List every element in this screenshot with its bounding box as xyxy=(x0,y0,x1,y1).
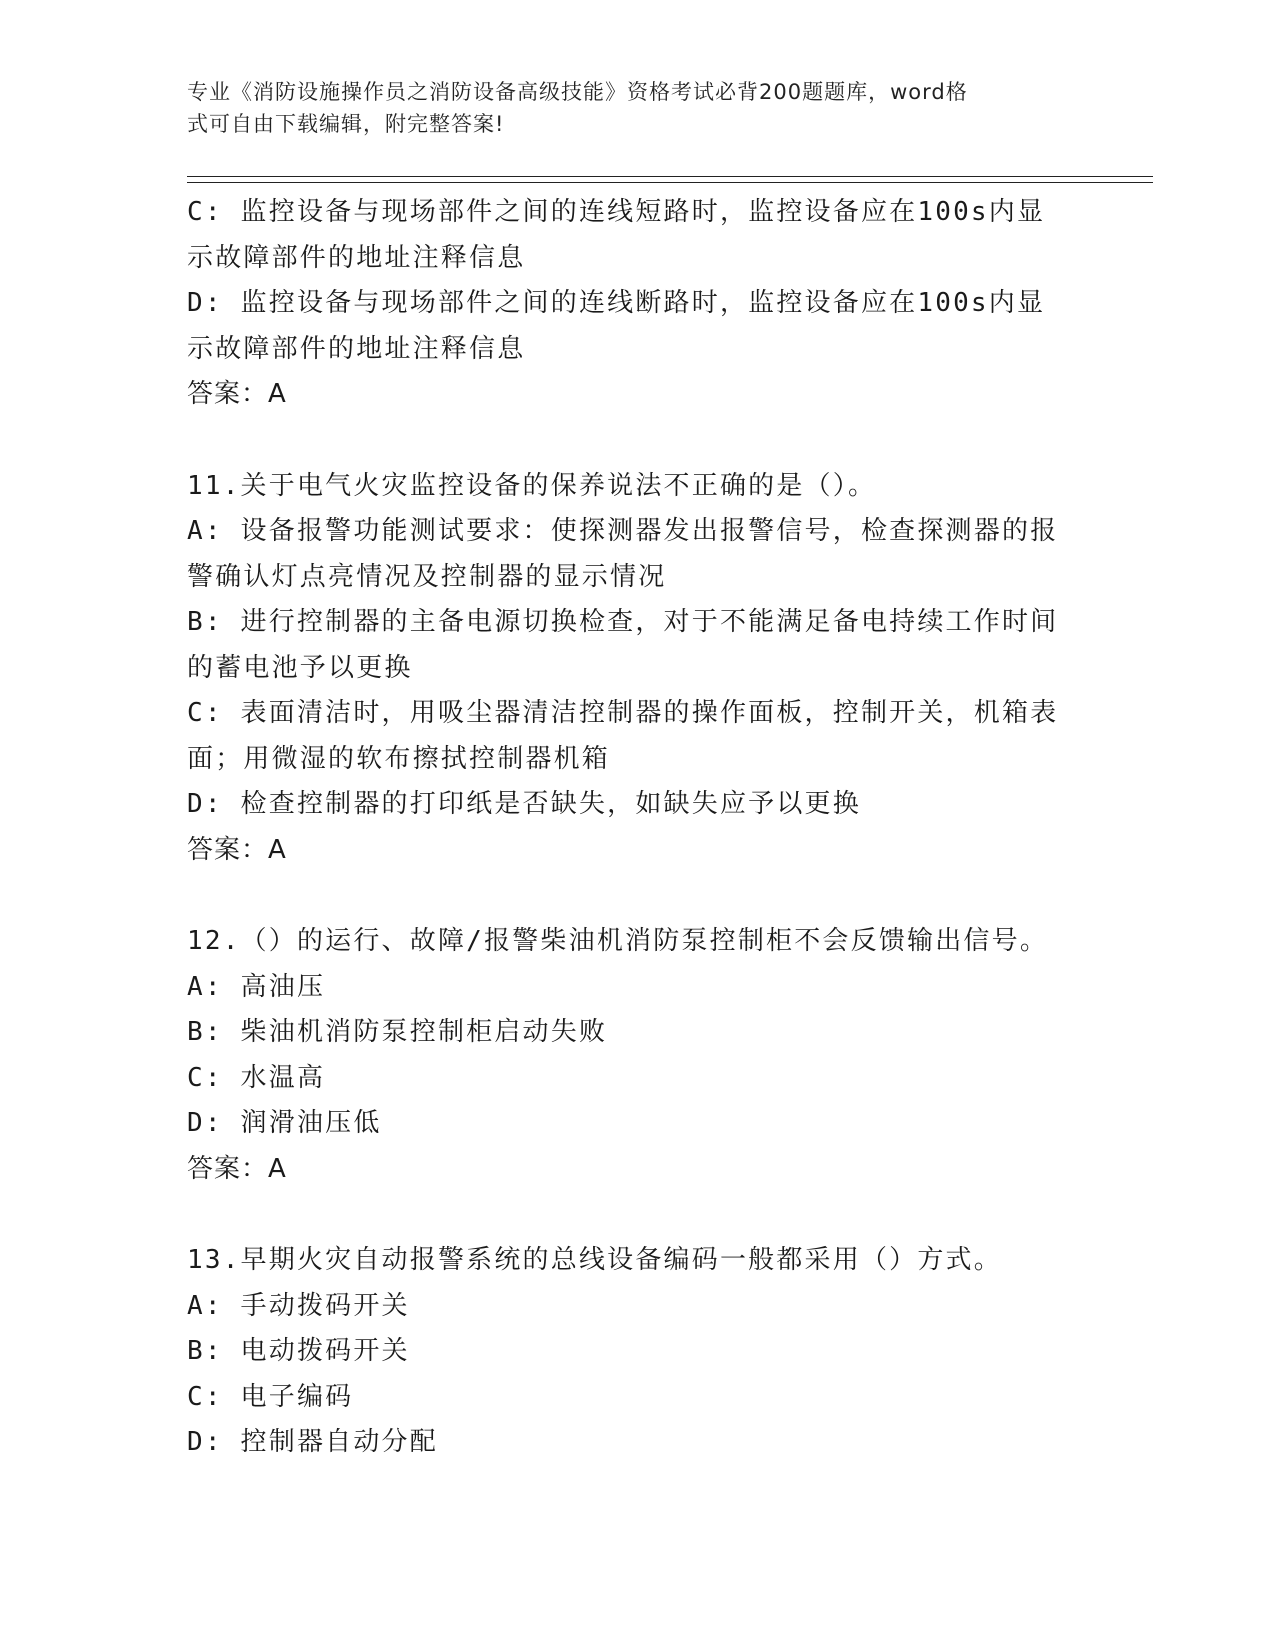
answer-label: 答案：A xyxy=(187,379,287,409)
header-divider-bottom xyxy=(187,182,1153,183)
header-divider-top xyxy=(187,176,1153,177)
option-c-line-1: C: 表面清洁时，用吸尘器清洁控制器的操作面板，控制开关，机箱表 xyxy=(187,698,1059,728)
option-c: C: 电子编码 xyxy=(187,1381,354,1412)
option-b-line-2: 的蓄电池予以更换 xyxy=(187,652,413,683)
option-b: B: 柴油机消防泵控制柜启动失败 xyxy=(187,1017,608,1047)
header-line-1: 专业《消防设施操作员之消防设备高级技能》资格考试必背200题题库，word格 xyxy=(187,80,968,104)
option-d: D: 检查控制器的打印纸是否缺失，如缺失应予以更换 xyxy=(187,789,861,819)
question-block-prev xyxy=(187,190,1087,418)
option-a: A: 手动拨码开关 xyxy=(187,1290,410,1321)
question-block-12 xyxy=(187,919,1087,1192)
option-c-line-1: C: 监控设备与现场部件之间的连线短路时，监控设备应在100s内显 xyxy=(187,197,1046,227)
option-d-line-2: 示故障部件的地址注释信息 xyxy=(187,333,526,364)
question-stem: 12.（）的运行、故障/报警柴油机消防泵控制柜不会反馈输出信号。 xyxy=(187,926,1049,956)
question-content xyxy=(187,190,1087,1466)
question-block-11 xyxy=(187,464,1087,874)
option-d: D: 控制器自动分配 xyxy=(187,1427,438,1457)
document-header xyxy=(187,76,1067,140)
option-d-line-1: D: 监控设备与现场部件之间的连线断路时，监控设备应在100s内显 xyxy=(187,288,1046,318)
spacer xyxy=(187,418,1087,464)
option-d: D: 润滑油压低 xyxy=(187,1108,382,1138)
question-stem: 11.关于电气火灾监控设备的保养说法不正确的是（）。 xyxy=(187,470,877,501)
option-c-line-2: 面；用微湿的软布擦拭控制器机箱 xyxy=(187,743,611,774)
option-c-line-2: 示故障部件的地址注释信息 xyxy=(187,242,526,273)
header-line-2: 式可自由下载编辑，附完整答案! xyxy=(187,112,505,136)
option-b: B: 电动拨码开关 xyxy=(187,1336,410,1366)
option-a-line-1: A: 设备报警功能测试要求：使探测器发出报警信号，检查探测器的报 xyxy=(187,516,1059,546)
spacer xyxy=(187,1192,1087,1238)
option-c: C: 水温高 xyxy=(187,1062,326,1093)
answer-label: 答案：A xyxy=(187,834,287,865)
option-b-line-1: B: 进行控制器的主备电源切换检查，对于不能满足备电持续工作时间 xyxy=(187,607,1059,637)
answer-label: 答案：A xyxy=(187,1153,287,1184)
question-stem: 13.早期火灾自动报警系统的总线设备编码一般都采用（）方式。 xyxy=(187,1245,1002,1275)
question-block-13 xyxy=(187,1238,1087,1466)
spacer xyxy=(187,873,1087,919)
option-a-line-2: 警确认灯点亮情况及控制器的显示情况 xyxy=(187,561,667,592)
option-a: A: 高油压 xyxy=(187,971,326,1002)
